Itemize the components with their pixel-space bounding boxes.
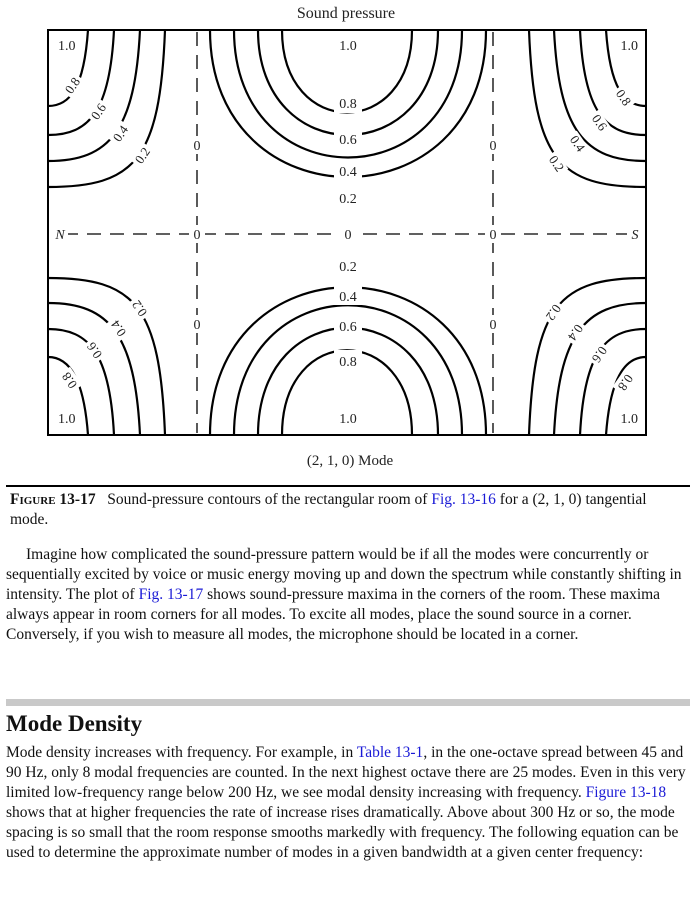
nodal-zero-upper-left: 0 xyxy=(193,139,201,154)
caption-text-before: Sound-pressure contours of the rectangular room of xyxy=(107,491,432,508)
corner-label-tl: 1.0 xyxy=(58,39,76,54)
contour-label-tc-0.8: 0.8 xyxy=(339,97,357,112)
contour-label-tl-0.8: 0.8 xyxy=(61,74,84,97)
north-label: N xyxy=(55,228,65,243)
figure-caption xyxy=(10,490,685,530)
caption-rule xyxy=(6,485,690,487)
contour-label-bl-0.8: 0.8 xyxy=(58,369,81,392)
para1-text-after: shows sound-pressure maxima in the corners of the room. These maxima always appear in room corners for all modes. To excite all modes, place the sound source in a corner. Conversely, if you wish to measure all modes, the microphone should be located in a corner. xyxy=(6,586,661,643)
contour-label-tr-0.4: 0.4 xyxy=(566,132,589,155)
nodal-zero-lower-right: 0 xyxy=(489,318,497,333)
body-paragraph-1 xyxy=(6,545,690,645)
contour-label-br-0.2: 0.2 xyxy=(542,301,565,324)
contour-label-tc-0.4: 0.4 xyxy=(339,165,357,180)
nodal-zero-mid-right: 0 xyxy=(489,228,497,243)
contour-label-tr-0.6: 0.6 xyxy=(588,111,611,134)
caption-fig-link[interactable]: Fig. 13-16 xyxy=(431,491,496,508)
contour-label-bl-0.2: 0.2 xyxy=(128,297,151,320)
center-label-top: 1.0 xyxy=(339,39,357,54)
contour-label-br-0.4: 0.4 xyxy=(564,321,587,344)
contour-label-bl-0.6: 0.6 xyxy=(83,339,106,362)
para1-text-before: Imagine how complicated the sound-pressure pattern would be if all the modes were concurrently or sequentially excited by voice or music energy moving up and down the spectrum while constantly shifting in intensity. The plot of xyxy=(6,546,682,603)
contour-label-tr-0.2: 0.2 xyxy=(545,152,568,175)
contour-label-tc-0.2: 0.2 xyxy=(339,192,357,207)
para2-text-mid: , in the one-octave spread between 45 and 90 Hz, only 8 modal frequencies are counted. In the next highest octave there are 25 modes. Even in this very limited low-frequency range below 200 Hz, we see modal density increasing with frequency. xyxy=(6,744,686,801)
contour-label-tl-0.4: 0.4 xyxy=(109,122,132,145)
contour-label-tr-0.8: 0.8 xyxy=(612,86,635,109)
body-paragraph-2 xyxy=(6,743,690,863)
contour-label-br-0.6: 0.6 xyxy=(588,343,611,366)
para2-text-start: Mode density increases with frequency. For example, in xyxy=(6,744,357,761)
contour-label-bc-0.4: 0.4 xyxy=(339,290,357,305)
contour-label-bc-0.8: 0.8 xyxy=(339,355,357,370)
corner-label-bl: 1.0 xyxy=(58,412,76,427)
contour-label-tc-0.6: 0.6 xyxy=(339,133,357,148)
para1-fig-link[interactable]: Fig. 13-17 xyxy=(138,586,204,603)
nodal-zero-center: 0 xyxy=(344,228,352,243)
contour-label-bc-0.6: 0.6 xyxy=(339,320,357,335)
south-label: S xyxy=(631,228,639,243)
table-link[interactable]: Table 13-1 xyxy=(356,744,424,761)
section-heading: Mode Density xyxy=(6,711,143,736)
contour-label-br-0.8: 0.8 xyxy=(614,371,637,394)
caption-text-after: for a (2, 1, 0) tangential mode. xyxy=(10,491,647,528)
nodal-zero-upper-right: 0 xyxy=(489,139,497,154)
contour-label-bc-0.2: 0.2 xyxy=(339,260,357,275)
center-label-bottom: 1.0 xyxy=(339,412,357,427)
figure-link[interactable]: Figure 13-18 xyxy=(585,784,667,801)
corner-label-tr: 1.0 xyxy=(620,39,638,54)
contour-label-bl-0.4: 0.4 xyxy=(107,317,130,340)
mode-label: (2, 1, 0) Mode xyxy=(306,453,394,469)
corner-label-br: 1.0 xyxy=(620,412,638,427)
caption-label: Figure 13-17 xyxy=(10,491,96,508)
contour-label-tl-0.2: 0.2 xyxy=(131,144,154,167)
contour-label-tl-0.6: 0.6 xyxy=(87,100,110,123)
nodal-zero-lower-left: 0 xyxy=(193,318,201,333)
section-divider xyxy=(6,699,690,706)
para2-text-end: shows that at higher frequencies the rate of increase rises dramatically. Above about 300 Hz or so, the mode spacing is so small that the room response smooths markedly with frequency. The following equation can be used to determine the approximate number of modes in a given bandwidth at a given center frequency: xyxy=(6,804,679,861)
figure-title: Sound pressure xyxy=(296,5,396,22)
nodal-zero-mid-left: 0 xyxy=(193,228,201,243)
